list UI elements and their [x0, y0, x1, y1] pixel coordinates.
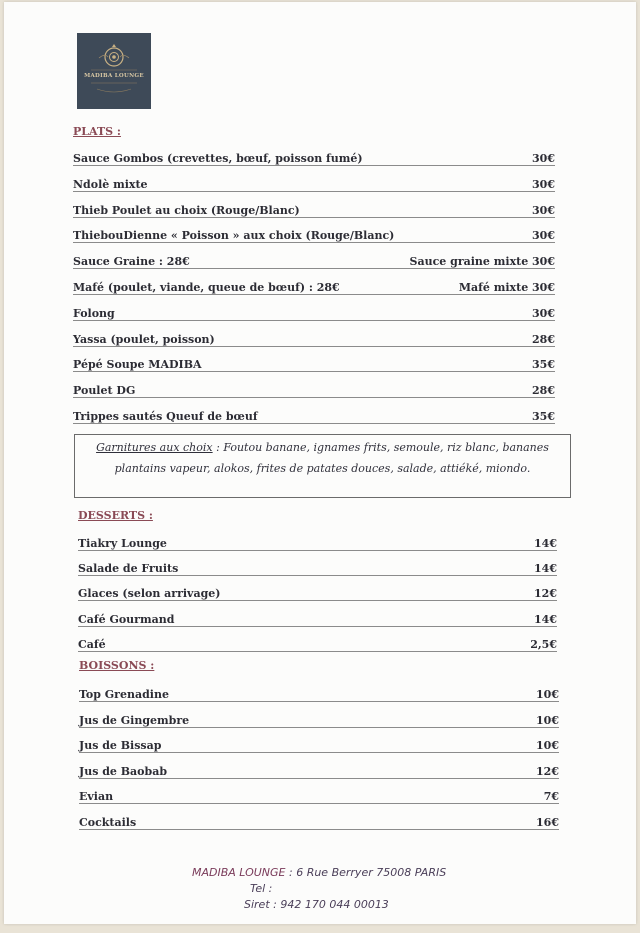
menu-item-price: 30€	[532, 177, 555, 191]
garnitures-box	[74, 434, 571, 498]
dotted-divider	[73, 165, 555, 166]
dotted-divider	[79, 752, 559, 753]
footer-brand: MADIBA LOUNGE	[192, 866, 286, 879]
footer-siret: Siret : 942 170 044 00013	[244, 898, 389, 911]
boissons-menu-item	[79, 709, 559, 731]
footer-address-line	[192, 866, 446, 879]
menu-item-price: 10€	[536, 739, 559, 753]
menu-item-price: 35€	[532, 358, 555, 372]
boissons-menu-item	[79, 734, 559, 756]
dotted-divider	[79, 829, 559, 830]
menu-item-alt-price: Mafé mixte 30€	[458, 281, 555, 294]
dotted-divider	[79, 701, 559, 702]
plats-menu-item	[73, 379, 555, 401]
menu-item-name: Salade de Fruits	[78, 562, 179, 576]
crest-icon	[77, 33, 151, 109]
menu-item-price: 30€	[532, 229, 555, 243]
desserts-section-title: DESSERTS :	[78, 509, 153, 522]
menu-item-price: 14€	[534, 612, 557, 626]
dotted-divider	[79, 803, 559, 804]
plats-menu-item	[73, 147, 555, 169]
menu-item-price: 28€	[532, 384, 555, 398]
menu-item-price: 16€	[536, 816, 559, 829]
desserts-menu-item	[78, 582, 557, 604]
menu-item-alt-price: Sauce graine mixte 30€	[409, 255, 555, 269]
madiba-lounge-logo	[77, 33, 151, 109]
menu-item-name: Top Grenadine	[79, 688, 169, 701]
plats-menu-item	[73, 199, 555, 221]
garnitures-text: : Foutou banane, ignames frits, semoule, riz blanc, bananes plantains vapeur, alokos, frites de patates douces, salade, attiéké, miondo.	[114, 441, 549, 475]
dotted-divider	[79, 778, 559, 779]
dotted-divider	[78, 575, 557, 576]
menu-item-price: 10€	[536, 688, 559, 701]
dotted-divider	[73, 217, 555, 218]
menu-item-price: 30€	[532, 152, 555, 165]
menu-item-name: Jus de Gingembre	[79, 713, 190, 727]
menu-item-name: ThiebouDienne « Poisson » aux choix (Rouge/Blanc)	[73, 229, 395, 243]
boissons-section-title: BOISSONS :	[79, 659, 155, 672]
desserts-menu-item	[78, 532, 557, 554]
menu-item-name: Cocktails	[79, 816, 137, 829]
boissons-menu-item	[79, 760, 559, 782]
menu-item-price: 14€	[534, 537, 557, 550]
menu-item-name: Yassa (poulet, poisson)	[73, 332, 215, 346]
menu-item-price: 28€	[532, 332, 555, 346]
plats-menu-item	[73, 302, 555, 324]
menu-item-name: Glaces (selon arrivage)	[78, 587, 221, 601]
dotted-divider	[78, 626, 557, 627]
menu-page	[4, 2, 636, 924]
plats-menu-item	[73, 328, 555, 350]
dotted-divider	[78, 651, 557, 652]
plats-menu-item	[73, 173, 555, 195]
menu-item-price: 10€	[536, 713, 559, 727]
footer-address: : 6 Rue Berryer 75008 PARIS	[285, 866, 447, 879]
menu-item-price: 12€	[536, 764, 559, 778]
desserts-menu-item	[78, 608, 557, 630]
boissons-menu-item	[79, 785, 559, 807]
menu-item-name: Mafé (poulet, viande, queue de bœuf) : 28€	[73, 281, 340, 294]
dotted-divider	[78, 550, 557, 551]
plats-menu-item	[73, 224, 555, 246]
dotted-divider	[73, 294, 555, 295]
plats-menu-item	[73, 276, 555, 298]
plats-section-title: PLATS :	[73, 125, 121, 138]
garnitures-label: Garnitures aux choix	[96, 441, 213, 454]
desserts-menu-item	[78, 557, 557, 579]
menu-item-price: 2,5€	[530, 637, 557, 651]
dotted-divider	[73, 371, 555, 372]
menu-item-name: Sauce Gombos (crevettes, bœuf, poisson fumé)	[73, 152, 363, 165]
menu-item-name: Trippes sautés Queuf de bœuf	[73, 410, 258, 423]
plats-menu-item	[73, 250, 555, 272]
menu-item-name: Poulet DG	[73, 384, 136, 398]
menu-item-name: Jus de Baobab	[79, 764, 168, 778]
dotted-divider	[73, 320, 555, 321]
plats-menu-item	[73, 405, 555, 427]
dotted-divider	[73, 242, 555, 243]
menu-item-price: 35€	[532, 410, 555, 423]
menu-item-name: Café Gourmand	[78, 612, 175, 626]
menu-item-price: 7€	[543, 790, 559, 804]
menu-item-name: Jus de Bissap	[79, 739, 162, 753]
menu-item-name: Café	[78, 637, 106, 651]
menu-item-price: 14€	[534, 562, 557, 576]
menu-item-price: 30€	[532, 203, 555, 217]
desserts-menu-item	[78, 633, 557, 655]
dotted-divider	[73, 191, 555, 192]
menu-item-name: Tiakry Lounge	[78, 537, 167, 550]
footer-tel: Tel :	[250, 882, 273, 895]
boissons-menu-item	[79, 811, 559, 833]
menu-item-name: Ndolè mixte	[73, 177, 148, 191]
menu-item-name: Sauce Graine : 28€	[73, 255, 190, 269]
menu-item-price: 30€	[532, 306, 555, 320]
dotted-divider	[79, 727, 559, 728]
dotted-divider	[73, 346, 555, 347]
menu-item-price: 12€	[534, 587, 557, 601]
dotted-divider	[73, 397, 555, 398]
menu-item-name: Folong	[73, 306, 115, 320]
dotted-divider	[73, 268, 555, 269]
dotted-divider	[73, 423, 555, 424]
plats-menu-item	[73, 353, 555, 375]
logo-text: MADIBA LOUNGE	[84, 73, 144, 79]
menu-item-name: Thieb Poulet au choix (Rouge/Blanc)	[73, 203, 300, 217]
menu-item-name: Evian	[79, 790, 114, 804]
boissons-menu-item	[79, 683, 559, 705]
dotted-divider	[78, 600, 557, 601]
menu-item-name: Pépé Soupe MADIBA	[73, 358, 202, 372]
